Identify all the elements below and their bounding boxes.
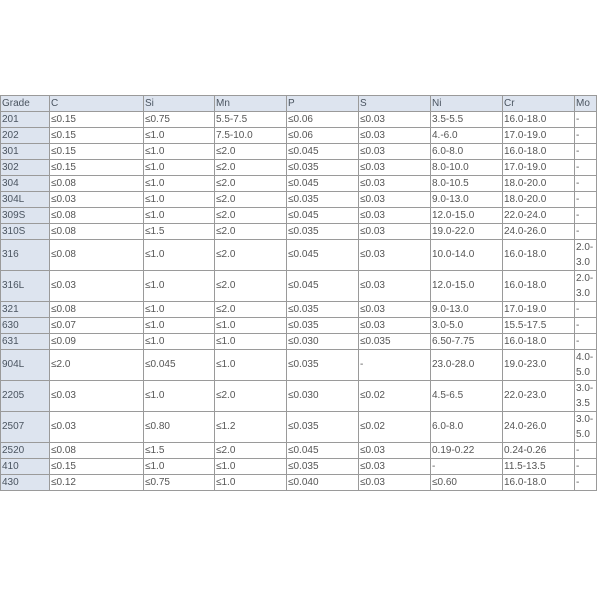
cell-s: ≤0.03 [359, 271, 431, 302]
cell-mn: ≤2.0 [215, 160, 287, 176]
column-header-p: P [287, 96, 359, 112]
cell-grade: 430 [1, 475, 50, 491]
cell-ni: 4.5-6.5 [431, 381, 503, 412]
cell-mn: 7.5-10.0 [215, 128, 287, 144]
cell-grade: 310S [1, 224, 50, 240]
cell-mn: ≤2.0 [215, 381, 287, 412]
cell-s: ≤0.03 [359, 176, 431, 192]
cell-p: ≤0.045 [287, 271, 359, 302]
cell-p: ≤0.035 [287, 302, 359, 318]
cell-mo: 2.0-3.0 [575, 240, 597, 271]
cell-ni: - [431, 459, 503, 475]
cell-mn: ≤2.0 [215, 443, 287, 459]
cell-s: ≤0.03 [359, 208, 431, 224]
table-row [1, 459, 597, 475]
cell-c: ≤0.15 [50, 128, 144, 144]
table-row [1, 192, 597, 208]
column-header-si: Si [144, 96, 215, 112]
table-row [1, 128, 597, 144]
cell-p: ≤0.030 [287, 334, 359, 350]
cell-si: ≤1.0 [144, 334, 215, 350]
cell-si: ≤1.0 [144, 381, 215, 412]
cell-s: ≤0.03 [359, 144, 431, 160]
cell-s: ≤0.03 [359, 475, 431, 491]
table-row [1, 240, 597, 271]
cell-c: ≤0.03 [50, 192, 144, 208]
cell-mo: 3.0-3.5 [575, 381, 597, 412]
cell-cr: 18.0-20.0 [503, 192, 575, 208]
cell-ni: 6.0-8.0 [431, 144, 503, 160]
cell-mn: ≤1.0 [215, 459, 287, 475]
cell-s: ≤0.03 [359, 240, 431, 271]
cell-p: ≤0.030 [287, 381, 359, 412]
cell-p: ≤0.035 [287, 160, 359, 176]
cell-c: ≤0.03 [50, 381, 144, 412]
cell-mo: 3.0-5.0 [575, 412, 597, 443]
cell-c: ≤2.0 [50, 350, 144, 381]
cell-si: ≤1.0 [144, 271, 215, 302]
cell-p: ≤0.040 [287, 475, 359, 491]
cell-si: ≤1.0 [144, 240, 215, 271]
cell-cr: 17.0-19.0 [503, 128, 575, 144]
cell-cr: 16.0-18.0 [503, 334, 575, 350]
cell-grade: 2205 [1, 381, 50, 412]
table-row [1, 208, 597, 224]
cell-si: ≤1.0 [144, 302, 215, 318]
table-row [1, 381, 597, 412]
cell-grade: 304 [1, 176, 50, 192]
cell-cr: 16.0-18.0 [503, 240, 575, 271]
cell-cr: 0.24-0.26 [503, 443, 575, 459]
cell-si: ≤0.80 [144, 412, 215, 443]
cell-mo: - [575, 160, 597, 176]
cell-grade: 304L [1, 192, 50, 208]
cell-grade: 301 [1, 144, 50, 160]
cell-p: ≤0.06 [287, 112, 359, 128]
cell-ni: 3.0-5.0 [431, 318, 503, 334]
cell-ni: 12.0-15.0 [431, 271, 503, 302]
cell-mn: ≤2.0 [215, 240, 287, 271]
cell-grade: 316 [1, 240, 50, 271]
cell-ni: 8.0-10.5 [431, 176, 503, 192]
table-row [1, 443, 597, 459]
column-header-cr: Cr [503, 96, 575, 112]
cell-ni: ≤0.60 [431, 475, 503, 491]
table-row [1, 475, 597, 491]
cell-cr: 11.5-13.5 [503, 459, 575, 475]
cell-mn: ≤1.0 [215, 350, 287, 381]
cell-mn: ≤1.0 [215, 318, 287, 334]
cell-si: ≤1.0 [144, 208, 215, 224]
cell-p: ≤0.06 [287, 128, 359, 144]
cell-p: ≤0.035 [287, 459, 359, 475]
cell-si: ≤1.0 [144, 459, 215, 475]
cell-s: ≤0.03 [359, 318, 431, 334]
cell-si: ≤1.0 [144, 192, 215, 208]
cell-mn: ≤2.0 [215, 176, 287, 192]
cell-si: ≤1.0 [144, 128, 215, 144]
table-row [1, 224, 597, 240]
cell-c: ≤0.09 [50, 334, 144, 350]
table-row [1, 271, 597, 302]
cell-c: ≤0.03 [50, 412, 144, 443]
cell-mo: - [575, 144, 597, 160]
cell-s: ≤0.035 [359, 334, 431, 350]
composition-table-wrapper [0, 95, 597, 491]
cell-c: ≤0.08 [50, 208, 144, 224]
cell-si: ≤1.5 [144, 224, 215, 240]
cell-grade: 2507 [1, 412, 50, 443]
cell-grade: 321 [1, 302, 50, 318]
cell-mo: - [575, 224, 597, 240]
cell-grade: 316L [1, 271, 50, 302]
header-row [1, 96, 597, 112]
cell-cr: 19.0-23.0 [503, 350, 575, 381]
cell-p: ≤0.045 [287, 208, 359, 224]
cell-s: ≤0.03 [359, 192, 431, 208]
column-header-s: S [359, 96, 431, 112]
cell-mn: ≤2.0 [215, 208, 287, 224]
cell-mo: - [575, 208, 597, 224]
column-header-mo: Mo [575, 96, 597, 112]
cell-grade: 904L [1, 350, 50, 381]
table-row [1, 412, 597, 443]
cell-si: ≤1.0 [144, 160, 215, 176]
cell-mo: - [575, 334, 597, 350]
table-row [1, 334, 597, 350]
cell-p: ≤0.035 [287, 318, 359, 334]
cell-ni: 0.19-0.22 [431, 443, 503, 459]
cell-ni: 6.50-7.75 [431, 334, 503, 350]
cell-cr: 18.0-20.0 [503, 176, 575, 192]
cell-mo: 4.0-5.0 [575, 350, 597, 381]
cell-c: ≤0.15 [50, 160, 144, 176]
cell-mo: - [575, 475, 597, 491]
cell-si: ≤1.5 [144, 443, 215, 459]
cell-grade: 202 [1, 128, 50, 144]
cell-ni: 19.0-22.0 [431, 224, 503, 240]
cell-mo: - [575, 302, 597, 318]
cell-c: ≤0.15 [50, 144, 144, 160]
cell-ni: 3.5-5.5 [431, 112, 503, 128]
column-header-grade: Grade [1, 96, 50, 112]
cell-cr: 22.0-23.0 [503, 381, 575, 412]
cell-cr: 16.0-18.0 [503, 271, 575, 302]
cell-mo: - [575, 128, 597, 144]
cell-mo: 2.0-3.0 [575, 271, 597, 302]
cell-p: ≤0.045 [287, 176, 359, 192]
cell-p: ≤0.035 [287, 412, 359, 443]
cell-grade: 410 [1, 459, 50, 475]
cell-c: ≤0.15 [50, 112, 144, 128]
cell-grade: 201 [1, 112, 50, 128]
composition-table [0, 95, 597, 491]
cell-grade: 2520 [1, 443, 50, 459]
cell-s: ≤0.03 [359, 443, 431, 459]
cell-mo: - [575, 176, 597, 192]
cell-s: ≤0.03 [359, 302, 431, 318]
table-row [1, 350, 597, 381]
cell-p: ≤0.045 [287, 240, 359, 271]
cell-c: ≤0.08 [50, 176, 144, 192]
column-header-ni: Ni [431, 96, 503, 112]
cell-mn: ≤1.0 [215, 475, 287, 491]
cell-cr: 16.0-18.0 [503, 112, 575, 128]
cell-s: - [359, 350, 431, 381]
table-row [1, 144, 597, 160]
cell-grade: 630 [1, 318, 50, 334]
cell-cr: 24.0-26.0 [503, 412, 575, 443]
table-body [1, 112, 597, 491]
cell-si: ≤0.75 [144, 475, 215, 491]
cell-cr: 15.5-17.5 [503, 318, 575, 334]
cell-mn: 5.5-7.5 [215, 112, 287, 128]
cell-mo: - [575, 192, 597, 208]
cell-mn: ≤2.0 [215, 192, 287, 208]
cell-grade: 631 [1, 334, 50, 350]
cell-cr: 16.0-18.0 [503, 144, 575, 160]
cell-ni: 9.0-13.0 [431, 192, 503, 208]
cell-cr: 16.0-18.0 [503, 475, 575, 491]
cell-ni: 9.0-13.0 [431, 302, 503, 318]
cell-si: ≤1.0 [144, 318, 215, 334]
cell-p: ≤0.035 [287, 192, 359, 208]
cell-mn: ≤2.0 [215, 302, 287, 318]
cell-mn: ≤1.0 [215, 334, 287, 350]
cell-mn: ≤2.0 [215, 271, 287, 302]
cell-cr: 22.0-24.0 [503, 208, 575, 224]
cell-mo: - [575, 459, 597, 475]
cell-c: ≤0.08 [50, 240, 144, 271]
cell-p: ≤0.045 [287, 443, 359, 459]
cell-s: ≤0.03 [359, 224, 431, 240]
cell-si: ≤0.045 [144, 350, 215, 381]
cell-si: ≤1.0 [144, 176, 215, 192]
table-row [1, 318, 597, 334]
cell-cr: 24.0-26.0 [503, 224, 575, 240]
column-header-mn: Mn [215, 96, 287, 112]
cell-grade: 309S [1, 208, 50, 224]
table-row [1, 302, 597, 318]
cell-c: ≤0.03 [50, 271, 144, 302]
cell-cr: 17.0-19.0 [503, 302, 575, 318]
cell-s: ≤0.03 [359, 459, 431, 475]
cell-ni: 6.0-8.0 [431, 412, 503, 443]
cell-cr: 17.0-19.0 [503, 160, 575, 176]
cell-s: ≤0.03 [359, 112, 431, 128]
table-row [1, 112, 597, 128]
table-row [1, 160, 597, 176]
cell-c: ≤0.08 [50, 443, 144, 459]
cell-mn: ≤2.0 [215, 144, 287, 160]
cell-mn: ≤1.2 [215, 412, 287, 443]
table-row [1, 176, 597, 192]
cell-ni: 8.0-10.0 [431, 160, 503, 176]
cell-mo: - [575, 443, 597, 459]
cell-p: ≤0.035 [287, 350, 359, 381]
cell-s: ≤0.03 [359, 160, 431, 176]
cell-s: ≤0.02 [359, 381, 431, 412]
cell-si: ≤1.0 [144, 144, 215, 160]
cell-ni: 4.-6.0 [431, 128, 503, 144]
cell-mn: ≤2.0 [215, 224, 287, 240]
column-header-c: C [50, 96, 144, 112]
cell-ni: 12.0-15.0 [431, 208, 503, 224]
cell-p: ≤0.035 [287, 224, 359, 240]
cell-s: ≤0.02 [359, 412, 431, 443]
cell-c: ≤0.08 [50, 302, 144, 318]
cell-mo: - [575, 318, 597, 334]
cell-c: ≤0.07 [50, 318, 144, 334]
cell-ni: 10.0-14.0 [431, 240, 503, 271]
cell-grade: 302 [1, 160, 50, 176]
cell-s: ≤0.03 [359, 128, 431, 144]
cell-mo: - [575, 112, 597, 128]
cell-c: ≤0.12 [50, 475, 144, 491]
cell-p: ≤0.045 [287, 144, 359, 160]
cell-si: ≤0.75 [144, 112, 215, 128]
cell-ni: 23.0-28.0 [431, 350, 503, 381]
cell-c: ≤0.08 [50, 224, 144, 240]
cell-c: ≤0.15 [50, 459, 144, 475]
